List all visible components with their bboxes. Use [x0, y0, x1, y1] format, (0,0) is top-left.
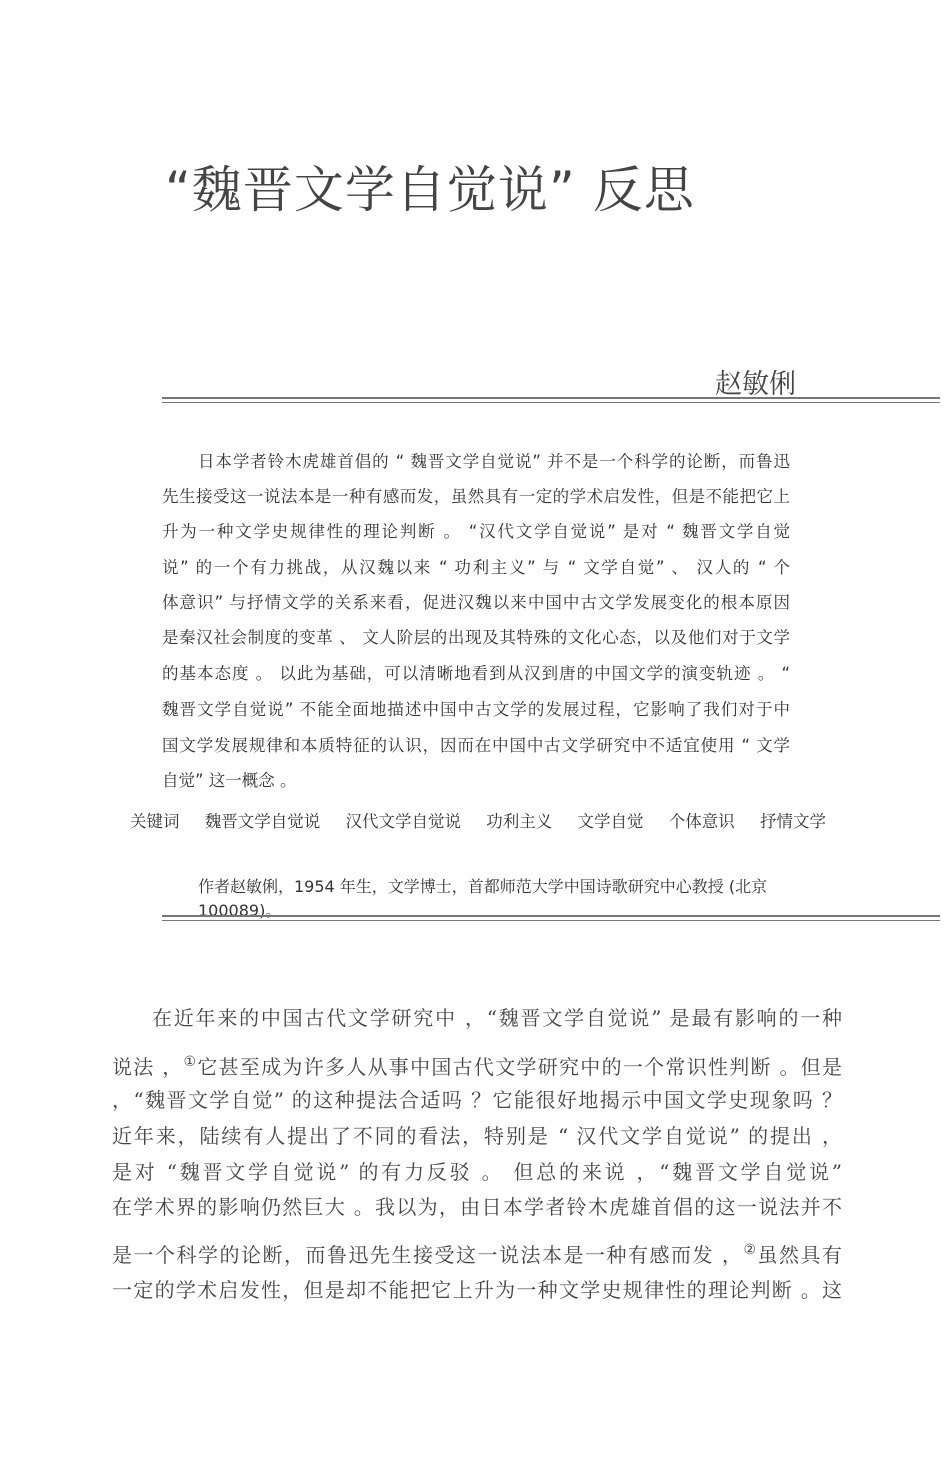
- abstract-line: 国文学发展规律和本质特征的认识，因而在中国中古文学研究中不适宜使用 “ 文学: [162, 736, 790, 755]
- body-line: [112, 1050, 842, 1079]
- abstract-line: 是秦汉社会制度的变革 、 文人阶层的出现及其特殊的文化心态，以及他们对于文学: [162, 628, 790, 647]
- abstract-line: 日本学者铃木虎雄首倡的 “ 魏晋文学自觉说” 并不是一个科学的论断，而鲁迅: [198, 452, 790, 471]
- footnote-ref[interactable]: ①: [183, 1054, 198, 1070]
- body-text-span: 是一个科学的论断，而鲁迅先生接受这一说法本是一种有感而发 ，: [112, 1243, 744, 1267]
- keyword: 个体意识: [668, 812, 735, 831]
- body-text-span: 说法 ，: [112, 1055, 184, 1079]
- keyword: 功利主义: [486, 812, 553, 831]
- keyword: 文学自觉: [577, 812, 644, 831]
- author-note: 100089)。: [198, 901, 282, 920]
- body-line: 在近年来的中国古代文学研究中 ，“魏晋文学自觉说” 是最有影响的一种: [152, 1006, 842, 1030]
- keyword: 抒情文学: [760, 812, 826, 831]
- body-line: [112, 1238, 842, 1267]
- abstract-line: 先生接受这一说法本是一种有感而发，虽然具有一定的学术启发性，但是不能把它上: [162, 487, 790, 506]
- abstract-divider: [162, 915, 940, 921]
- abstract-line: 魏晋文学自觉说” 不能全面地描述中国中古文学的发展过程，它影响了我们对于中: [162, 700, 790, 719]
- body-line: 一定的学术启发性，但是却不能把它上升为一种文学史规律性的理论判断 。这: [112, 1278, 842, 1302]
- header-divider: [162, 397, 940, 403]
- body-text-span: 它甚至成为许多人从事中国古代文学研究中的一个常识性判断 。但是: [197, 1055, 842, 1079]
- keyword: 汉代文学自觉说: [345, 812, 461, 831]
- body-line: 在学术界的影响仍然巨大 。我以为，由日本学者铃木虎雄首倡的这一说法并不: [112, 1195, 842, 1219]
- article-title: “魏晋文学自觉说” 反思: [165, 161, 695, 219]
- abstract-line: 自觉” 这一概念 。: [162, 771, 297, 790]
- body-text-span: 虽然具有: [757, 1243, 843, 1267]
- abstract-line: 升为一种文学史规律性的理论判断 。 “汉代文学自觉说” 是对 “ 魏晋文学自觉: [162, 522, 790, 541]
- keywords-label: 关键词: [130, 812, 180, 831]
- abstract-line: 说” 的一个有力挑战，从汉魏以来 “ 功利主义” 与 “ 文学自觉” 、 汉人的 “ 个: [162, 558, 790, 577]
- body-line: 近年来，陆续有人提出了不同的看法，特别是 “ 汉代文学自觉说” 的提出 ，: [112, 1124, 842, 1148]
- keywords: [130, 808, 826, 832]
- abstract-line: 体意识” 与抒情文学的关系来看，促进汉魏以来中国中古文学发展变化的根本原因: [162, 593, 790, 612]
- body-line: 是对 “魏晋文学自觉说” 的有力反驳 。 但总的来说 ，“魏晋文学自觉说”: [112, 1160, 842, 1184]
- abstract-line: 的基本态度 。 以此为基础，可以清晰地看到从汉到唐的中国文学的演变轨迹 。 “: [162, 664, 790, 683]
- author-note: 作者赵敏俐，1954 年生，文学博士，首都师范大学中国诗歌研究中心教授 (北京: [198, 877, 768, 896]
- author-name: 赵敏俐: [715, 369, 796, 400]
- body-line: ，“魏晋文学自觉” 的这种提法合适吗 ？它能很好地揭示中国文学史现象吗 ？: [112, 1088, 842, 1112]
- footnote-ref[interactable]: ②: [743, 1242, 758, 1258]
- keyword: 魏晋文学自觉说: [204, 812, 321, 831]
